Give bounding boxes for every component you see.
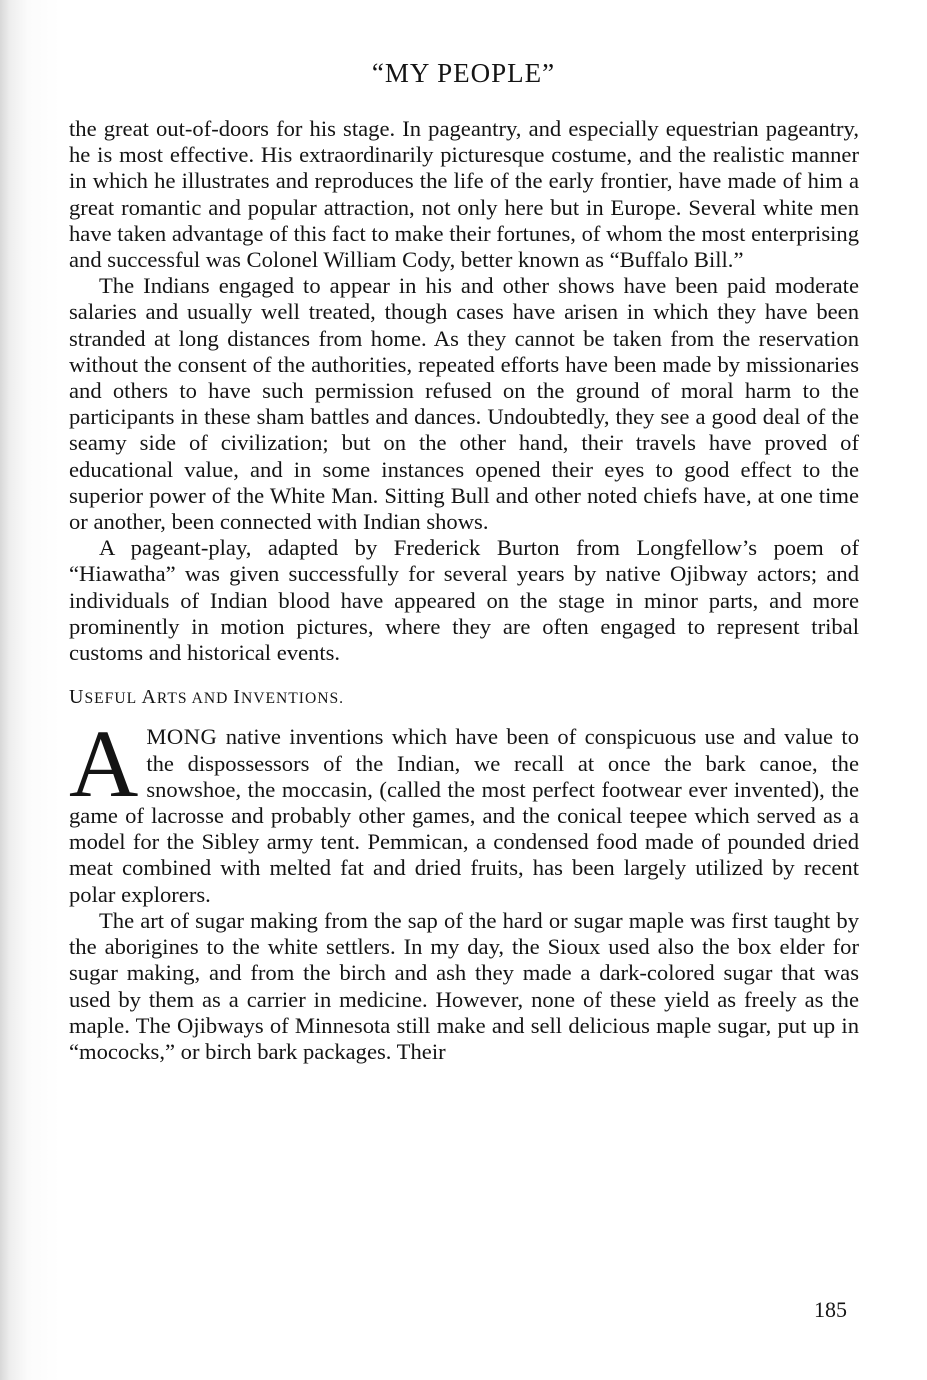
heading-cap-3: I xyxy=(233,686,241,709)
body-text xyxy=(69,116,859,1065)
page-number: 185 xyxy=(814,1297,847,1322)
lead-word: MONG xyxy=(146,724,218,750)
paragraph-inventions xyxy=(69,710,859,907)
heading-rest-1: SEFUL xyxy=(84,690,142,708)
section-heading xyxy=(69,684,859,712)
paragraph-hiawatha: A pageant-play, adapted by Frederick Burton from Longfellow’s poem of “Hiawatha” was given successfully for several years by native Ojibway actors; and individuals of Indian blood have appeared on the stage in minor parts, and more prominently in motion pictures, where they are often engaged to represent tribal customs and historical events. xyxy=(69,535,859,666)
heading-rest-2: RTS AND xyxy=(156,690,234,708)
paragraph-inventions-text: native inventions which have been of conspicuous use and value to the dispossessors of the Indian, we recall at once the bark canoe, the snowshoe, the moccasin, (called the most perfect footwear ever invented), the game of lacrosse and probably other games, and the conical teepee which served as a model for the Sibley army tent. Pemmican, a condensed food made of pounded dried meat combined with melted fat and dried fruits, has been largely utilized by recent polar explorers. xyxy=(69,724,859,907)
paragraph-continued: the great out-of-doors for his stage. In pageantry, and especially equestrian pageantry, he is most effective. His extraordinarily picturesque costume, and the realistic manner in which he illustrates and reproduces the life of the early frontier, have made of him a great romantic and popular attraction, not only here but in Europe. Several white men have taken advantage of this fact to make their fortunes, of whom the most enterprising and successful was Colonel William Cody, better known as “Buffalo Bill.” xyxy=(69,116,859,273)
paragraph-sugar: The art of sugar making from the sap of the hard or sugar maple was first taught by the aborigines to the white settlers. In my day, the Sioux used also the box elder for sugar making, and from the birch and ash they made a dark-colored sugar that was used by them as a carrier in medicine. However, none of these yield as freely as the maple. The Ojibways of Minnesota still make and sell delicious maple sugar, put up in “mococks,” or birch bark packages. Their xyxy=(69,907,859,1064)
running-head: “MY PEOPLE” xyxy=(371,58,556,88)
heading-rest-3: NVENTIONS. xyxy=(240,690,345,708)
heading-cap-1: U xyxy=(69,686,85,709)
paragraph-indian-shows: The Indians engaged to appear in his and other shows have been paid moderate salaries and usually well treated, though cases have arisen in which they have been stranded at long distances from home. As they cannot be taken from the reservation without the consent of the authorities, repeated efforts have been made by missionaries and others to have such permission refused on the ground of moral harm to the participants in these sham battles and dances. Undoubtedly, they see a good deal of the seamy side of civilization; but on the other hand, their travels have proved of educational value, and in some instances opened their eyes to good effect to the superior power of the White Man. Sitting Bull and other noted chiefs have, at one time or another, been connected with Indian shows. xyxy=(69,273,859,535)
drop-cap: A xyxy=(69,710,139,818)
heading-cap-2: A xyxy=(141,686,157,709)
